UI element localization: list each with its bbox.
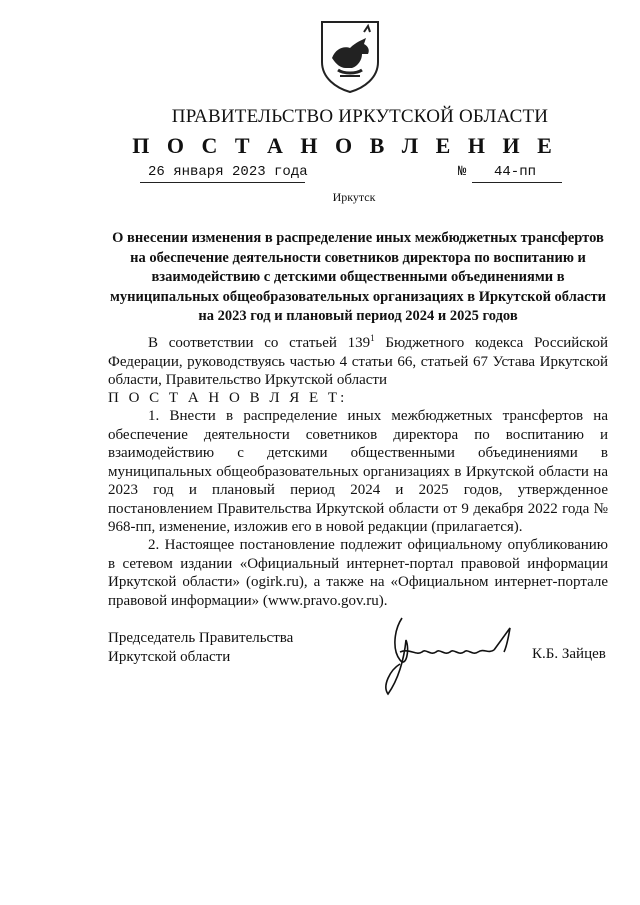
signatory-role-line2: Иркутской области <box>108 648 231 665</box>
document-date: 26 января 2023 года <box>148 164 308 180</box>
article-superscript: 1 <box>370 333 375 343</box>
preamble-text-a: В соответствии со статьей 139 <box>148 335 371 351</box>
resolves-heading: П О С Т А Н О В Л Я Е Т: <box>108 390 348 406</box>
organization-name: ПРАВИТЕЛЬСТВО ИРКУТСКОЙ ОБЛАСТИ <box>171 106 549 127</box>
item-2-paragraph: 2. Настоящее постановление подлежит официальному опубликованию в сетевом издании «Официальный интернет-портал правовой информации Иркутской области» (ogirk.ru), а также на «Официальном интернет-портале правовой информации» (www.pravo.gov.ru). <box>108 537 608 609</box>
signatory-role-line1: Председатель Правительства <box>108 630 294 646</box>
document-type: П О С Т А Н О В Л Е Н И Е <box>132 133 558 158</box>
date-underline <box>140 182 305 183</box>
document-city: Иркутск <box>332 190 376 204</box>
item-1-paragraph: 1. Внести в распределение иных межбюджетных трансфертов на обеспечение деятельности советников директора по воспитанию и взаимодействию с детскими общественными объединениями в муниципальных общеобразовательных организациях в Иркутской области на 2023 год и плановый период 2024 и 2025 годов, утвержденное постановлением Правительства Иркутской области от 9 декабря 2022 года № 968-пп, изменение, изложив его в новой редакции (прилагается). <box>108 408 608 535</box>
handwritten-signature <box>370 590 530 700</box>
document-number: 44-пп <box>494 164 537 180</box>
number-underline <box>472 182 562 183</box>
number-sign: № <box>458 164 467 180</box>
coat-of-arms-icon <box>318 18 382 94</box>
document-title: О внесении изменения в распределение иных межбюджетных трансфертов на обеспечение деятельности советников директора по воспитанию и взаимодействию с детскими общественными объединениями в муниципальных общеобразовательных организациях в Иркутской области на 2023 год и плановый период 2024 и 2025 годов <box>110 230 606 324</box>
signatory-name: К.Б. Зайцев <box>532 646 606 662</box>
preamble-text-b: Бюджетного кодекса Российской Федерации, руководствуясь частью 4 статьи 66, статьей 67 Устава Иркутской области, Правительство Иркутской области <box>108 335 608 388</box>
signatory-role <box>108 629 348 666</box>
preamble-paragraph <box>108 334 608 390</box>
